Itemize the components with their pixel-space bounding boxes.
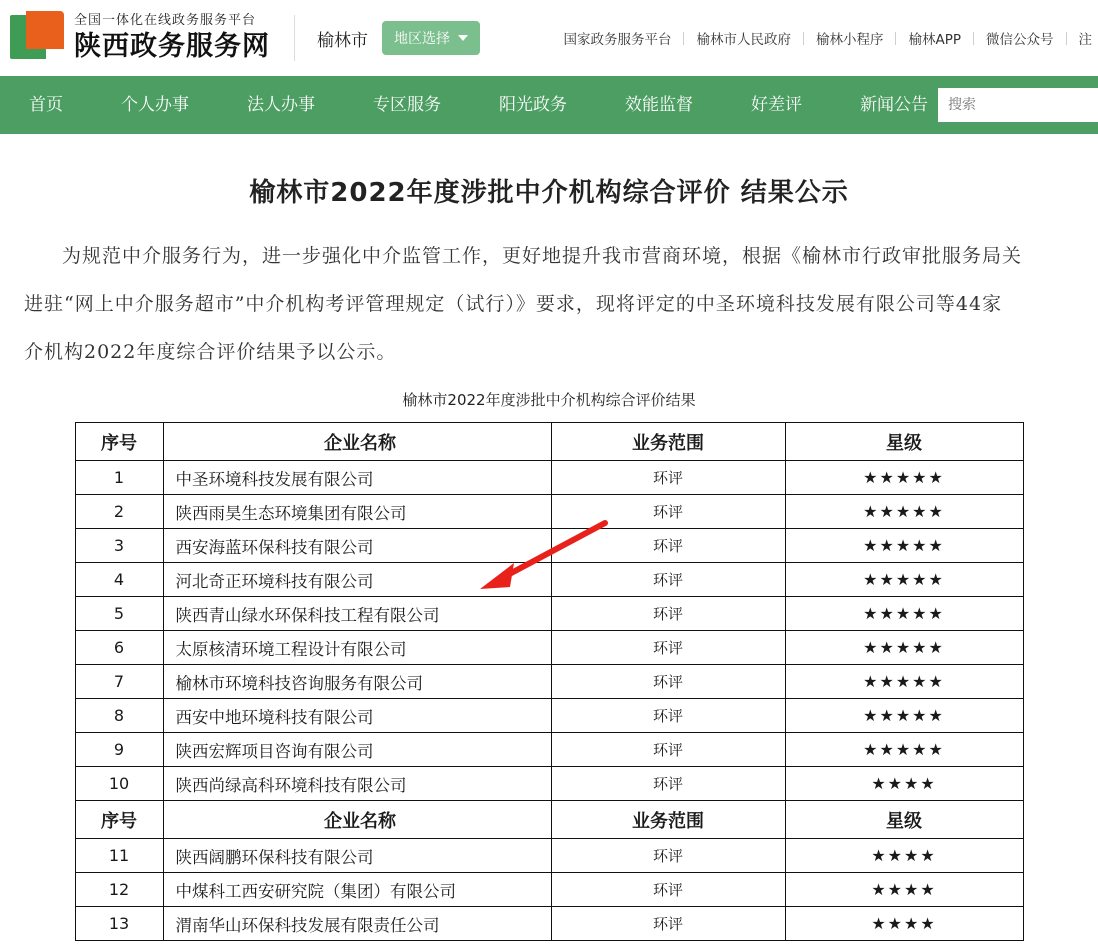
table-body [75, 423, 1023, 941]
table-row [75, 529, 1023, 563]
site-logo-text [74, 12, 270, 64]
cell-company: 陕西尚绿高科环境科技有限公司 [163, 767, 551, 801]
cell-rating: ★★★★ [785, 767, 1023, 801]
cell-company: 陕西阔鹏环保科技有限公司 [163, 839, 551, 873]
nav-item-news[interactable]: 新闻公告 [860, 95, 928, 115]
evaluation-results-table [75, 422, 1024, 941]
header-link-register[interactable]: 注 [1078, 32, 1092, 48]
cell-scope: 环评 [551, 767, 785, 801]
cell-rating: ★★★★★ [785, 563, 1023, 597]
column-header-rating: 星级 [785, 801, 1023, 839]
main-navigation [0, 76, 1098, 134]
column-header-scope: 业务范围 [551, 423, 785, 461]
cell-company: 榆林市环境科技咨询服务有限公司 [163, 665, 551, 699]
article-body [0, 134, 1098, 941]
paragraph-line-3: 介机构2022年度综合评价结果予以公示。 [24, 341, 397, 363]
column-header-company: 企业名称 [163, 801, 551, 839]
region-select-label: 地区选择 [394, 31, 450, 47]
table-header-row [75, 423, 1023, 461]
table-row [75, 907, 1023, 941]
cell-scope: 环评 [551, 631, 785, 665]
cell-company: 西安中地环境科技有限公司 [163, 699, 551, 733]
header-link-national-platform[interactable]: 国家政务服务平台 [563, 32, 672, 48]
chevron-down-icon [458, 35, 468, 41]
cell-index: 5 [75, 597, 163, 631]
table-row [75, 563, 1023, 597]
nav-item-personal[interactable]: 个人办事 [121, 95, 189, 115]
search-input[interactable] [938, 88, 1098, 122]
cell-index: 10 [75, 767, 163, 801]
header-divider [294, 15, 295, 61]
nav-item-zone[interactable]: 专区服务 [373, 95, 441, 115]
nav-item-review[interactable]: 好差评 [751, 95, 802, 115]
cell-scope: 环评 [551, 461, 785, 495]
cell-rating: ★★★★ [785, 839, 1023, 873]
cell-index: 3 [75, 529, 163, 563]
nav-item-home[interactable]: 首页 [29, 95, 63, 115]
nav-item-legal[interactable]: 法人办事 [247, 95, 315, 115]
cell-rating: ★★★★ [785, 907, 1023, 941]
column-header-company: 企业名称 [163, 423, 551, 461]
column-header-index: 序号 [75, 423, 163, 461]
table-caption: 榆林市2022年度涉批中介机构综合评价结果 [402, 391, 696, 409]
site-header [0, 0, 1098, 76]
cell-company: 河北奇正环境科技有限公司 [163, 563, 551, 597]
cell-company: 西安海蓝环保科技有限公司 [163, 529, 551, 563]
column-header-rating: 星级 [785, 423, 1023, 461]
table-row [75, 631, 1023, 665]
table-row [75, 495, 1023, 529]
cell-company: 中煤科工西安研究院（集团）有限公司 [163, 873, 551, 907]
cell-scope: 环评 [551, 665, 785, 699]
paragraph-line-1: 为规范中介服务行为，进一步强化中介监管工作，更好地提升我市营商环境，根据《榆林市行政审批服务局关 [62, 245, 1023, 267]
cell-company: 陕西雨昊生态环境集团有限公司 [163, 495, 551, 529]
cell-rating: ★★★★★ [785, 461, 1023, 495]
table-row [75, 665, 1023, 699]
cell-index: 7 [75, 665, 163, 699]
table-row [75, 597, 1023, 631]
cell-index: 11 [75, 839, 163, 873]
header-link-wechat[interactable]: 微信公众号 [986, 32, 1054, 48]
cell-rating: ★★★★★ [785, 597, 1023, 631]
column-header-index: 序号 [75, 801, 163, 839]
cell-rating: ★★★★★ [785, 529, 1023, 563]
cell-index: 12 [75, 873, 163, 907]
cell-company: 陕西宏辉项目咨询有限公司 [163, 733, 551, 767]
cell-index: 2 [75, 495, 163, 529]
cell-scope: 环评 [551, 563, 785, 597]
paragraph-line-2: 进驻“网上中介服务超市”中介机构考评管理规定（试行）》要求，现将评定的中圣环境科技发展有限公司等44家 [24, 293, 1003, 315]
cell-index: 8 [75, 699, 163, 733]
cell-index: 4 [75, 563, 163, 597]
current-city-label: 榆林市 [317, 30, 368, 51]
cell-rating: ★★★★★ [785, 631, 1023, 665]
cell-index: 13 [75, 907, 163, 941]
platform-subtitle: 全国一体化在线政务服务平台 [74, 13, 257, 28]
table-row [75, 733, 1023, 767]
platform-title: 陕西政务服务网 [74, 31, 270, 62]
cell-scope: 环评 [551, 529, 785, 563]
cell-rating: ★★★★★ [785, 665, 1023, 699]
nav-item-sunshine[interactable]: 阳光政务 [499, 95, 567, 115]
cell-rating: ★★★★★ [785, 495, 1023, 529]
cell-rating: ★★★★★ [785, 699, 1023, 733]
page-title: 榆林市2022年度涉批中介机构综合评价 结果公示 [249, 178, 849, 208]
cell-scope: 环评 [551, 495, 785, 529]
table-row [75, 699, 1023, 733]
cell-scope: 环评 [551, 699, 785, 733]
cell-rating: ★★★★ [785, 873, 1023, 907]
header-links [551, 28, 1098, 48]
column-header-scope: 业务范围 [551, 801, 785, 839]
cell-index: 6 [75, 631, 163, 665]
cell-scope: 环评 [551, 597, 785, 631]
table-row [75, 461, 1023, 495]
cell-scope: 环评 [551, 839, 785, 873]
header-link-city-government[interactable]: 榆林市人民政府 [696, 32, 791, 48]
header-link-miniprogram[interactable]: 榆林小程序 [815, 32, 884, 48]
cell-company: 渭南华山环保科技发展有限责任公司 [163, 907, 551, 941]
cell-company: 太原核清环境工程设计有限公司 [163, 631, 551, 665]
cell-scope: 环评 [551, 907, 785, 941]
cell-company: 陕西青山绿水环保科技工程有限公司 [163, 597, 551, 631]
region-select-button[interactable] [382, 21, 480, 55]
table-row [75, 873, 1023, 907]
cell-company: 中圣环境科技发展有限公司 [163, 461, 551, 495]
nav-item-supervision[interactable]: 效能监督 [625, 95, 693, 115]
table-row [75, 839, 1023, 873]
table-row [75, 767, 1023, 801]
cell-rating: ★★★★★ [785, 733, 1023, 767]
cell-index: 1 [75, 461, 163, 495]
header-link-app[interactable]: 榆林APP [908, 32, 961, 48]
cell-index: 9 [75, 733, 163, 767]
site-logo-icon [10, 11, 64, 65]
table-header-row-repeat [75, 801, 1023, 839]
cell-scope: 环评 [551, 873, 785, 907]
cell-scope: 环评 [551, 733, 785, 767]
